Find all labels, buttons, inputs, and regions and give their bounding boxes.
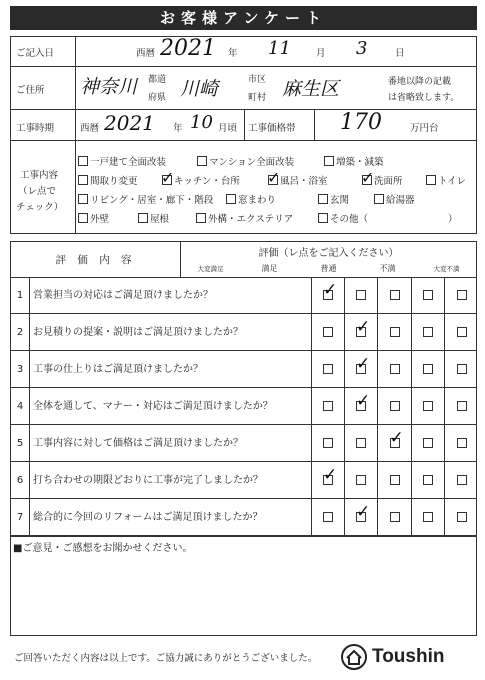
checkbox[interactable] bbox=[78, 156, 88, 166]
rating-checkbox[interactable] bbox=[423, 401, 433, 411]
checkbox[interactable] bbox=[138, 213, 148, 223]
rating-checkbox[interactable] bbox=[457, 401, 467, 411]
rating-cell bbox=[411, 277, 444, 313]
rating-cell bbox=[377, 314, 411, 350]
content-item-3[interactable]: 間取り変更 bbox=[78, 173, 138, 187]
question-number: 5 bbox=[11, 425, 30, 461]
check-mark-icon: ✓ bbox=[356, 391, 371, 411]
check-mark-icon: ✓ bbox=[356, 317, 371, 337]
rating-cell bbox=[444, 388, 478, 424]
period-year-unit: 年 bbox=[173, 123, 183, 134]
question-text: 営業担当の対応はご満足頂けましたか？ bbox=[33, 290, 213, 301]
rating-cell bbox=[444, 314, 478, 350]
question-number: 4 bbox=[11, 388, 30, 424]
checkbox[interactable] bbox=[318, 194, 328, 204]
question-text: お見積りの提案・説明はご満足頂けましたか？ bbox=[33, 327, 243, 338]
rating-cell bbox=[444, 351, 478, 387]
city-unit-2: 町村 bbox=[248, 93, 267, 103]
rating-checkbox[interactable] bbox=[323, 401, 333, 411]
question-number: 3 bbox=[11, 351, 30, 387]
period-month: 10 bbox=[190, 112, 213, 133]
rating-checkbox[interactable] bbox=[356, 438, 366, 448]
question-number: 2 bbox=[11, 314, 30, 350]
checkbox[interactable] bbox=[78, 213, 88, 223]
question-row bbox=[10, 462, 477, 499]
price-unit: 万円台 bbox=[410, 123, 439, 134]
checkbox-checked[interactable]: ✓ bbox=[267, 168, 281, 187]
content-item-15[interactable]: その他（ bbox=[318, 211, 368, 225]
rating-checkbox[interactable] bbox=[423, 327, 433, 337]
checkbox[interactable] bbox=[196, 213, 206, 223]
checkbox[interactable] bbox=[78, 175, 88, 185]
content-item-16: ） bbox=[448, 214, 458, 225]
content-item-7[interactable]: トイレ bbox=[426, 173, 466, 187]
question-text: 打ち合わせの期限どおりに工事が完了しましたか？ bbox=[33, 475, 263, 486]
rating-cell bbox=[344, 351, 377, 387]
rating-cell bbox=[411, 388, 444, 424]
logo-text: Toushin bbox=[372, 646, 445, 667]
content-item-12[interactable]: 外壁 bbox=[78, 211, 109, 225]
rating-checkbox[interactable] bbox=[390, 475, 400, 485]
rating-cell bbox=[344, 462, 377, 498]
rating-cell bbox=[444, 425, 478, 461]
rating-checkbox[interactable] bbox=[390, 327, 400, 337]
question-row bbox=[10, 351, 477, 388]
period-label: 工事時期 bbox=[16, 123, 55, 134]
evaluation-table bbox=[10, 241, 477, 278]
rating-checkbox[interactable] bbox=[457, 327, 467, 337]
rating-cell bbox=[344, 314, 377, 350]
rating-cell bbox=[377, 351, 411, 387]
rating-cell bbox=[377, 499, 411, 535]
date-label: ご記入日 bbox=[16, 48, 55, 59]
question-number: 7 bbox=[11, 499, 30, 535]
rating-checkbox-checked[interactable] bbox=[323, 280, 338, 300]
rating-checkbox[interactable] bbox=[390, 512, 400, 522]
rating-checkbox[interactable] bbox=[323, 327, 333, 337]
rating-checkbox[interactable] bbox=[323, 512, 333, 522]
prefecture-handwritten: 神奈川 bbox=[80, 76, 138, 98]
rating-cell bbox=[311, 388, 344, 424]
content-item-0[interactable]: 一戸建て全面改装 bbox=[78, 154, 166, 168]
question-text: 工事の仕上りはご満足頂けましたか？ bbox=[33, 364, 203, 375]
rating-cell bbox=[444, 462, 478, 498]
checkbox-checked[interactable]: ✓ bbox=[161, 168, 175, 187]
rating-checkbox[interactable] bbox=[423, 438, 433, 448]
rating-cell bbox=[344, 425, 377, 461]
content-item-5[interactable]: ✓ 風呂・浴室 bbox=[267, 168, 328, 187]
rating-col-3: 不満 bbox=[379, 264, 396, 273]
rating-cell bbox=[311, 425, 344, 461]
check-mark-icon: ✓ bbox=[323, 280, 338, 300]
content-item-14[interactable]: 外構・エクステリア bbox=[196, 211, 293, 225]
date-day-unit: 日 bbox=[395, 48, 405, 59]
checkbox[interactable] bbox=[318, 213, 328, 223]
rating-cell bbox=[344, 277, 377, 313]
checkbox[interactable] bbox=[426, 175, 436, 185]
content-item-1[interactable]: マンション全面改装 bbox=[197, 154, 294, 168]
question-row bbox=[10, 388, 477, 425]
rating-cell bbox=[377, 425, 411, 461]
rating-checkbox[interactable] bbox=[323, 438, 333, 448]
content-item-6[interactable]: ✓ 洗面所 bbox=[361, 168, 403, 187]
checkbox[interactable] bbox=[197, 156, 207, 166]
rating-checkbox[interactable] bbox=[423, 512, 433, 522]
rating-cell bbox=[411, 499, 444, 535]
date-year: 2021 bbox=[160, 36, 216, 61]
rating-checkbox-checked[interactable] bbox=[356, 391, 371, 411]
rating-checkbox[interactable] bbox=[423, 475, 433, 485]
rating-checkbox[interactable] bbox=[390, 401, 400, 411]
content-item-8[interactable]: リビング・居室・廊下・階段 bbox=[78, 192, 213, 206]
rating-checkbox[interactable] bbox=[356, 475, 366, 485]
rating-cell bbox=[377, 388, 411, 424]
rating-cell bbox=[311, 277, 344, 313]
question-row bbox=[10, 314, 477, 351]
rating-checkbox-checked[interactable] bbox=[356, 317, 371, 337]
city-unit-1: 市区 bbox=[248, 75, 267, 85]
prefecture-unit-2: 府県 bbox=[148, 93, 167, 103]
checkbox[interactable] bbox=[324, 156, 334, 166]
address-note-2: は省略致します。 bbox=[388, 93, 460, 103]
content-checklist bbox=[78, 150, 476, 230]
question-text: 全体を通して、マナー・対応はご満足頂けましたか？ bbox=[33, 401, 273, 412]
rating-col-4: 大変不満 bbox=[433, 265, 460, 273]
rating-cell bbox=[411, 314, 444, 350]
city-handwritten: 川崎 bbox=[180, 78, 219, 100]
address-note-1: 番地以降の記載 bbox=[388, 77, 452, 87]
content-item-2[interactable]: 増築・減築 bbox=[324, 154, 384, 168]
rating-cell bbox=[411, 425, 444, 461]
rating-cell bbox=[311, 314, 344, 350]
rating-checkbox[interactable] bbox=[457, 438, 467, 448]
date-year-unit: 年 bbox=[228, 48, 238, 59]
rating-col-0: 大変満足 bbox=[197, 265, 224, 273]
rating-cell bbox=[411, 351, 444, 387]
question-text: 工事内容に対して価格はご満足頂けましたか？ bbox=[33, 438, 243, 449]
period-month-unit: 月頃 bbox=[218, 123, 238, 134]
content-item-11[interactable]: 給湯器 bbox=[374, 192, 415, 206]
prefecture-unit-1: 都道 bbox=[148, 75, 167, 85]
date-era: 西暦 bbox=[136, 48, 156, 59]
footer-text: ご回答いただく内容は以上です。ご協力誠にありがとうございました。 bbox=[14, 653, 318, 664]
rating-col-1: 満足 bbox=[261, 264, 278, 273]
rating-cell bbox=[444, 277, 478, 313]
check-mark-icon: ✓ bbox=[356, 354, 371, 374]
rating-cell bbox=[377, 462, 411, 498]
rating-checkbox[interactable] bbox=[390, 290, 400, 300]
date-day: 3 bbox=[356, 38, 368, 59]
checkbox[interactable] bbox=[374, 194, 384, 204]
rating-cell bbox=[311, 462, 344, 498]
comments-label: ■ご意見・ご感想をお聞かせください。 bbox=[13, 543, 193, 554]
price-label: 工事価格帯 bbox=[248, 123, 296, 134]
survey-title: お客様アンケート bbox=[10, 6, 477, 30]
question-text: 総合的に今回のリフォームはご満足頂けましたか？ bbox=[33, 512, 263, 523]
date-month: 11 bbox=[268, 38, 291, 59]
question-row bbox=[10, 277, 477, 314]
rating-header: 評価（レ点をご記入ください） 大変満足 満足 普通 不満 大変不満 bbox=[181, 242, 477, 278]
checkbox-checked[interactable]: ✓ bbox=[361, 168, 375, 187]
content-label-3: チェック） bbox=[16, 202, 64, 213]
check-mark-icon: ✓ bbox=[389, 428, 404, 448]
evaluation-header: 評 価 内 容 bbox=[11, 242, 181, 278]
rating-checkbox-checked[interactable] bbox=[389, 428, 404, 448]
question-number: 6 bbox=[11, 462, 30, 498]
content-label-1: 工事内容 bbox=[20, 170, 59, 181]
rating-cell bbox=[444, 499, 478, 535]
content-item-13[interactable]: 屋根 bbox=[138, 211, 169, 225]
rating-cell bbox=[311, 499, 344, 535]
content-item-4[interactable]: ✓ キッチン・台所 bbox=[161, 168, 240, 187]
address-label: ご住所 bbox=[16, 85, 45, 96]
price-value: 170 bbox=[340, 110, 382, 135]
check-mark-icon: ✓ bbox=[356, 502, 371, 522]
rating-checkbox-checked[interactable] bbox=[356, 502, 371, 522]
question-number: 1 bbox=[11, 277, 30, 313]
rating-cell bbox=[411, 462, 444, 498]
date-month-unit: 月 bbox=[316, 48, 326, 59]
period-year: 2021 bbox=[104, 111, 155, 135]
rating-cell bbox=[344, 388, 377, 424]
content-label-2: （レ点で bbox=[18, 186, 57, 197]
rating-checkbox-checked[interactable] bbox=[323, 465, 338, 485]
checkbox[interactable] bbox=[78, 194, 88, 204]
content-item-9[interactable]: 窓まわり bbox=[226, 192, 276, 206]
house-logo-icon bbox=[340, 643, 368, 671]
question-row bbox=[10, 425, 477, 462]
content-item-10[interactable]: 玄関 bbox=[318, 192, 349, 206]
rating-cell bbox=[311, 351, 344, 387]
question-row bbox=[10, 499, 477, 536]
check-mark-icon: ✓ bbox=[323, 465, 338, 485]
rating-cell bbox=[344, 499, 377, 535]
rating-checkbox[interactable] bbox=[457, 512, 467, 522]
period-era: 西暦 bbox=[80, 123, 100, 134]
rating-checkbox[interactable] bbox=[356, 290, 366, 300]
rating-checkbox[interactable] bbox=[423, 364, 433, 374]
rating-checkbox[interactable] bbox=[457, 475, 467, 485]
rating-checkbox[interactable] bbox=[457, 290, 467, 300]
checkbox[interactable] bbox=[226, 194, 236, 204]
rating-checkbox-checked[interactable] bbox=[356, 354, 371, 374]
ward-handwritten: 麻生区 bbox=[282, 78, 340, 100]
rating-checkbox[interactable] bbox=[390, 364, 400, 374]
rating-checkbox[interactable] bbox=[323, 364, 333, 374]
rating-checkbox[interactable] bbox=[423, 290, 433, 300]
logo bbox=[340, 643, 475, 671]
rating-col-2: 普通 bbox=[320, 264, 337, 273]
rating-checkbox[interactable] bbox=[457, 364, 467, 374]
rating-cell bbox=[377, 277, 411, 313]
